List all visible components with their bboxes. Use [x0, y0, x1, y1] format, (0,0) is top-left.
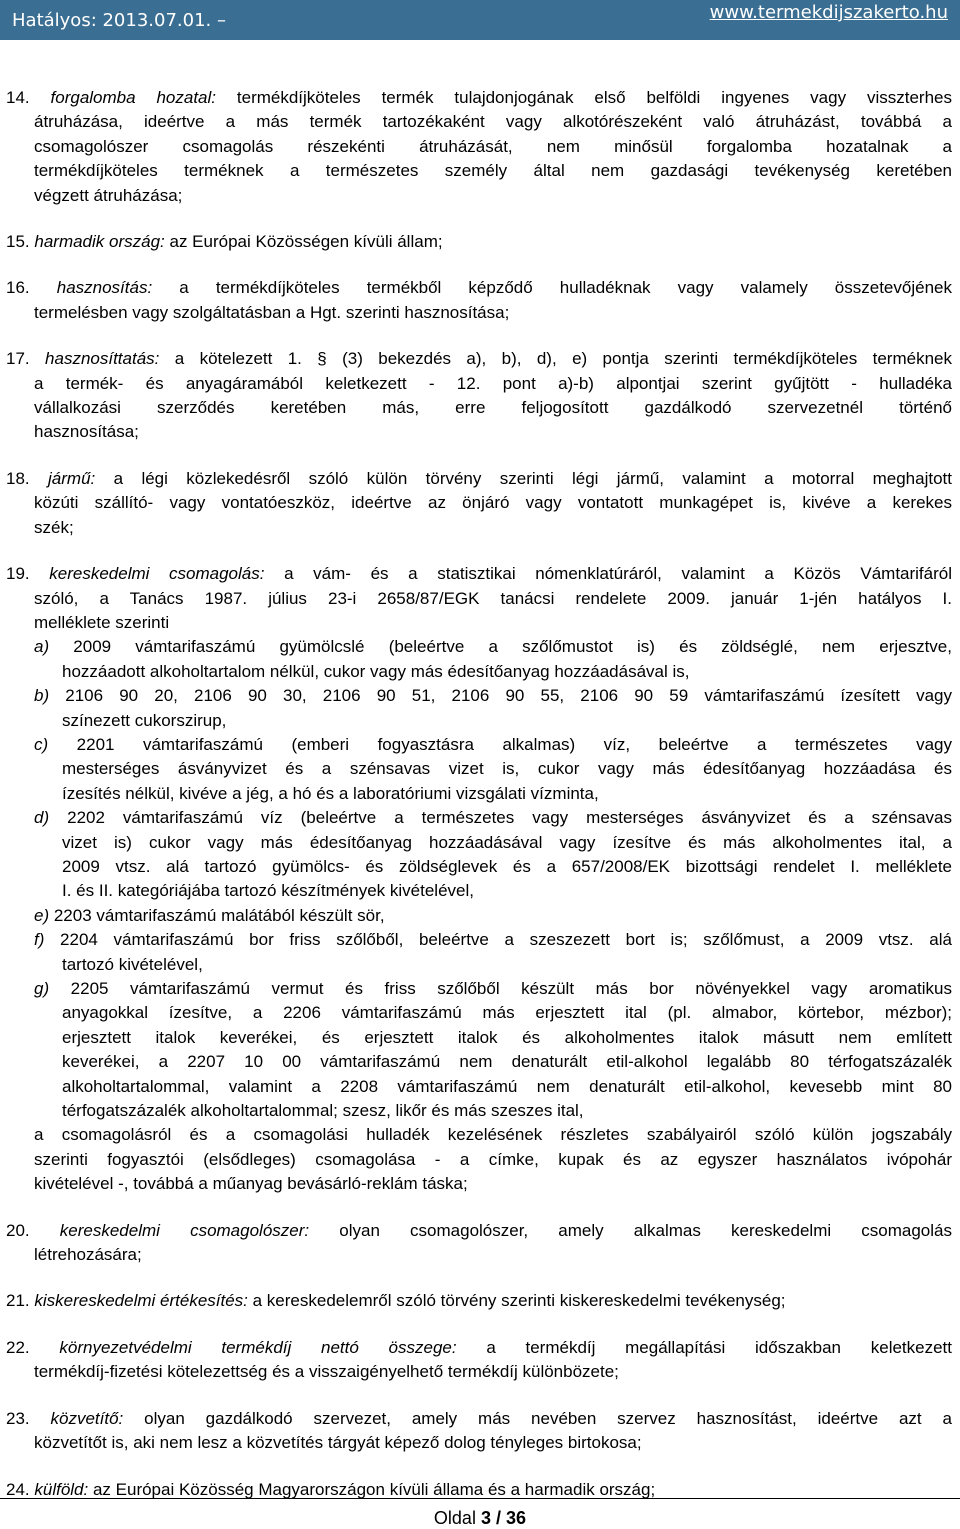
- sub-item-text: ízesítés nélkül, kivéve a jég, a hó és a laboratóriumi vizsgálati vízminta,: [62, 783, 599, 803]
- header-rule: [0, 44, 960, 47]
- paragraph-text: a légi közlekedésről szóló külön törvény szerinti légi jármű, valamint a motorral meghajtott: [95, 468, 952, 488]
- definition-20: [0, 1219, 960, 1268]
- total-pages: 36: [506, 1508, 527, 1528]
- sub-item-line: [6, 733, 952, 757]
- paragraph-line: [6, 184, 952, 208]
- sub-item-line: [6, 953, 952, 977]
- sub-item-text: I. és II. kategóriájába tartozó készítmények kivételével,: [62, 881, 474, 901]
- sub-item-line: [6, 635, 952, 659]
- paragraph-text: vállalkozási szerződés keretében más, erre feljogosított gazdálkodó szervezetnél történő: [34, 398, 952, 418]
- paragraph-text: végzett átruházása;: [34, 185, 183, 205]
- sub-item-g: [6, 977, 952, 1123]
- sub-item-line: [6, 1026, 952, 1050]
- sub-item-text: alkoholtartalommal, valamint a 2208 vámtarifaszámú nem denaturált etil-alkohol, kevesebb mint 80: [62, 1076, 952, 1096]
- sub-item-line: [6, 709, 952, 733]
- paragraph-text: termékdíjköteles terméknek a természetes személy által nem gazdasági tevékenység keretében: [34, 161, 952, 181]
- sub-item-line: [6, 855, 952, 879]
- paragraph-line: [6, 1360, 952, 1384]
- paragraph-line: [6, 587, 952, 611]
- paragraph-line: [6, 396, 952, 420]
- paragraph-text: az Európai Közösség Magyarországon kívüli állama és a harmadik ország;: [88, 1479, 656, 1499]
- sub-item-line: [6, 928, 952, 952]
- paragraph-line: [6, 86, 952, 110]
- paragraph-number: 14.: [6, 88, 30, 107]
- sub-item-text: 2201 vámtarifaszámú (emberi fogyasztásra alkalmas) víz, beleértve a természetes vagy: [48, 734, 952, 754]
- paragraph-number: 15.: [6, 232, 30, 252]
- paragraph-line: [6, 1289, 952, 1313]
- sub-item-e: [6, 904, 952, 928]
- page-number: [0, 1508, 960, 1529]
- paragraph-line: [6, 1431, 952, 1455]
- paragraph-line: [6, 230, 952, 254]
- document-body: [0, 86, 960, 1524]
- paragraph-number: 24.: [6, 1479, 30, 1499]
- paragraph-text: olyan gazdálkodó szervezet, amely más nevében szervez hasznosítást, ideértve azt a: [123, 1408, 952, 1428]
- footer-rule: [0, 1498, 960, 1499]
- paragraph-text: hasznosítása;: [34, 422, 139, 442]
- sub-item-text: anyagokkal ízesítve, a 2206 vámtarifaszámú más erjesztett ital (pl. almabor, körtebor, mézbor);: [62, 1003, 952, 1023]
- defined-term: kereskedelmi csomagolás:: [49, 564, 265, 584]
- paragraph-text: termékdíj-fizetési kötelezettség és a visszaigényelhető termékdíj különbözete;: [34, 1362, 619, 1382]
- definition-14: [0, 86, 960, 208]
- sub-item-text: 2203 vámtarifaszámú malátából készült sör,: [49, 905, 385, 925]
- definition-19: [0, 562, 960, 1197]
- defined-term: hasznosíttatás:: [45, 349, 160, 369]
- sub-item-line: [6, 904, 952, 928]
- paragraph-text: az Európai Közösségen kívüli állam;: [164, 232, 443, 252]
- defined-term: kereskedelmi csomagolószer:: [59, 1220, 310, 1240]
- sub-item-text: keverékei, a 2207 10 00 vámtarifaszámú nem denaturált etil-alkohol legalább 80 térfogatszázalék: [62, 1052, 952, 1072]
- sub-item-text: vizet is) cukor vagy más édesítőanyag hozzáadásával vagy ízesítve és más alkoholmentes ital, a: [62, 832, 952, 852]
- sub-item-text: 2106 90 20, 2106 90 30, 2106 90 51, 2106 90 55, 2106 90 59 vámtarifaszámú ízesített vagy: [49, 686, 952, 706]
- defined-term: forgalomba hozatal:: [50, 88, 217, 107]
- definition-17: [0, 347, 960, 445]
- paragraph-line: [6, 159, 952, 183]
- defined-term: hasznosítás:: [56, 278, 153, 298]
- sub-item-line: [6, 1075, 952, 1099]
- tail-line: kivételével -, továbbá a műanyag bevásárló-reklám táska;: [34, 1174, 468, 1194]
- paragraph-number: 23.: [6, 1408, 30, 1428]
- sub-item-line: [6, 1050, 952, 1074]
- definition-21: [0, 1289, 960, 1313]
- sub-item-line: [6, 1099, 952, 1123]
- sub-item-line: [6, 879, 952, 903]
- defined-term: közvetítő:: [50, 1408, 124, 1428]
- paragraph-text: átruházása, ideértve a más termék tartozékaként vagy alkotórészeként való átruházást, továbbá a: [34, 112, 952, 132]
- paragraph-line: [6, 562, 952, 586]
- definition-15: [0, 230, 960, 254]
- sub-item-line: [6, 660, 952, 684]
- effective-date: Hatályos: 2013.07.01. –: [12, 10, 226, 31]
- sub-item-line: [6, 782, 952, 806]
- paragraph-line: [6, 420, 952, 444]
- paragraph-text: létrehozására;: [34, 1245, 142, 1265]
- paragraph-line: [6, 347, 952, 371]
- sub-item-line: [6, 757, 952, 781]
- paragraph-number: 16.: [6, 278, 30, 298]
- paragraph-line: [6, 301, 952, 325]
- sub-item-line: [6, 1001, 952, 1025]
- paragraph-line: [6, 110, 952, 134]
- sub-item-text: hozzáadott alkoholtartalom nélkül, cukor vagy más édesítőanyag hozzáadásával is,: [62, 661, 690, 681]
- paragraph-text: termelésben vagy szolgáltatásban a Hgt. szerinti hasznosítása;: [34, 302, 510, 322]
- page-header: [0, 0, 960, 40]
- paragraph-line: [6, 467, 952, 491]
- sub-item-text: 2202 vámtarifaszámú víz (beleértve a természetes vagy mesterséges ásványvizet és a szénsavas: [49, 808, 952, 828]
- paragraph-line: [6, 1219, 952, 1243]
- definition-18: [0, 467, 960, 540]
- sub-item-text: 2204 vámtarifaszámú bor friss szőlőből, beleértve a szeszezett bort is; szőlőmust, a 2009 vtsz. alá: [44, 930, 952, 950]
- definition-23: [0, 1407, 960, 1456]
- sub-item-c: [6, 733, 952, 806]
- sub-item-label: c): [34, 734, 49, 754]
- sub-item-text: tartozó kivételével,: [62, 954, 203, 974]
- definition-22: [0, 1336, 960, 1385]
- paragraph-text: a termékdíjköteles termékből képződő hulladéknak vagy valamely összetevőjének: [152, 278, 952, 298]
- paragraph-text: termékdíjköteles termék tulajdonjogának első belföldi ingyenes vagy visszterhes: [216, 88, 952, 107]
- sub-item-text: színezett cukorszirup,: [62, 710, 227, 730]
- paragraph-line: [6, 491, 952, 515]
- definition-19-tail: [6, 1123, 952, 1196]
- sub-item-line: [6, 977, 952, 1001]
- sub-item-line: [6, 806, 952, 830]
- sub-item-label: g): [34, 979, 50, 998]
- website-link[interactable]: www.termekdijszakerto.hu: [709, 2, 948, 23]
- paragraph-line: [6, 135, 952, 159]
- defined-term: külföld:: [34, 1479, 89, 1499]
- sub-item-label: f): [34, 930, 45, 950]
- sub-item-a: [6, 635, 952, 684]
- sub-item-label: e): [34, 905, 50, 925]
- page-label: Oldal: [433, 1508, 476, 1528]
- paragraph-text: csomagolószer csomagolás részekénti átruházását, nem minősül forgalomba hozatalnak a: [34, 136, 952, 156]
- paragraph-text: a vám- és a statisztikai nómenklatúráról, valamint a Közös Vámtarifáról: [264, 564, 953, 584]
- paragraph-number: 22.: [6, 1337, 30, 1357]
- paragraph-text: a termékdíj megállapítási időszakban keletkezett: [456, 1337, 952, 1357]
- sub-item-d: [6, 806, 952, 904]
- sub-item-line: [6, 684, 952, 708]
- defined-term: környezetvédelmi termékdíj nettó összege:: [59, 1337, 457, 1357]
- paragraph-line: [6, 1243, 952, 1267]
- paragraph-text: közúti szállító- vagy vontatóeszköz, ideértve az önjáró vagy vontatott munkagépet is, kivéve a kerekes: [34, 493, 952, 513]
- sub-item-f: [6, 928, 952, 977]
- sub-item-text: 2205 vámtarifaszámú vermut és friss szőlőből készült más bor növényekkel vagy aromatikus: [49, 979, 952, 998]
- paragraph-line: [6, 1407, 952, 1431]
- sub-item-b: [6, 684, 952, 733]
- defined-term: kiskereskedelmi értékesítés:: [34, 1291, 248, 1311]
- paragraph-text: közvetítőt is, aki nem lesz a közvetítés tárgyát képező dolog tényleges birtokosa;: [34, 1433, 642, 1453]
- paragraph-number: 21.: [6, 1291, 30, 1311]
- paragraph-number: 19.: [6, 564, 30, 584]
- current-page: 3: [480, 1508, 491, 1528]
- paragraph-text: a termék- és anyagáramából keletkezett - 12. pont a)-b) alpontjai szerint gyűjtött - hulladéka: [34, 373, 952, 393]
- tail-line: a csomagolásról és a csomagolási hulladék kezelésének részletes szabályairól szóló külön jogszabály: [34, 1125, 952, 1145]
- defined-term: jármű:: [48, 468, 96, 488]
- sub-item-line: [6, 831, 952, 855]
- sub-item-label: a): [34, 637, 50, 657]
- paragraph-text: a kereskedelemről szóló törvény szerinti kiskereskedelmi tevékenység;: [247, 1291, 786, 1311]
- paragraph-text: a kötelezett 1. § (3) bekezdés a), b), d), e) pontja szerinti termékdíjköteles terméknek: [159, 349, 952, 369]
- sub-item-text: mesterséges ásványvizet és a szénsavas vizet is, cukor vagy más édesítőanyag hozzáadása és: [62, 759, 952, 779]
- page-separator: /: [496, 1508, 502, 1528]
- sub-item-text: 2009 vámtarifaszámú gyümölcslé (beleértve a szőlőmustot is) és zöldséglé, nem erjesztve,: [49, 637, 952, 657]
- paragraph-number: 18.: [6, 468, 30, 488]
- paragraph-text: szóló, a Tanács 1987. július 23-i 2658/87/EGK tanácsi rendelete 2009. január 1-jén hatályos I.: [34, 588, 952, 608]
- definition-16: [0, 276, 960, 325]
- paragraph-line: [6, 276, 952, 300]
- sub-item-label: b): [34, 686, 50, 706]
- paragraph-line: [6, 1336, 952, 1360]
- paragraph-text: olyan csomagolószer, amely alkalmas kereskedelmi csomagolás: [309, 1220, 952, 1240]
- tail-line: szerinti fogyasztói (elsődleges) csomagolása - a címke, kupak és az egyszer használatos ivópohár: [34, 1149, 952, 1169]
- sub-item-text: térfogatszázalék alkoholtartalommal; szesz, likőr és más szeszes ital,: [62, 1101, 584, 1121]
- paragraph-number: 20.: [6, 1220, 30, 1240]
- sub-item-text: erjesztett italok keverékei, és erjesztett italok és alkoholmentes italok másutt nem említett: [62, 1027, 952, 1047]
- paragraph-number: 17.: [6, 349, 30, 369]
- paragraph-text: melléklete szerinti: [34, 612, 170, 632]
- paragraph-line: [6, 372, 952, 396]
- sub-item-label: d): [34, 808, 50, 828]
- page-footer: [0, 1498, 960, 1528]
- paragraph-line: [6, 611, 952, 635]
- paragraph-text: szék;: [34, 517, 74, 537]
- paragraph-line: [6, 516, 952, 540]
- sub-item-text: 2009 vtsz. alá tartozó gyümölcs- és zöldséglevek és a 657/2008/EK bizottsági rendelet I. melléklete: [62, 856, 952, 876]
- defined-term: harmadik ország:: [34, 232, 165, 252]
